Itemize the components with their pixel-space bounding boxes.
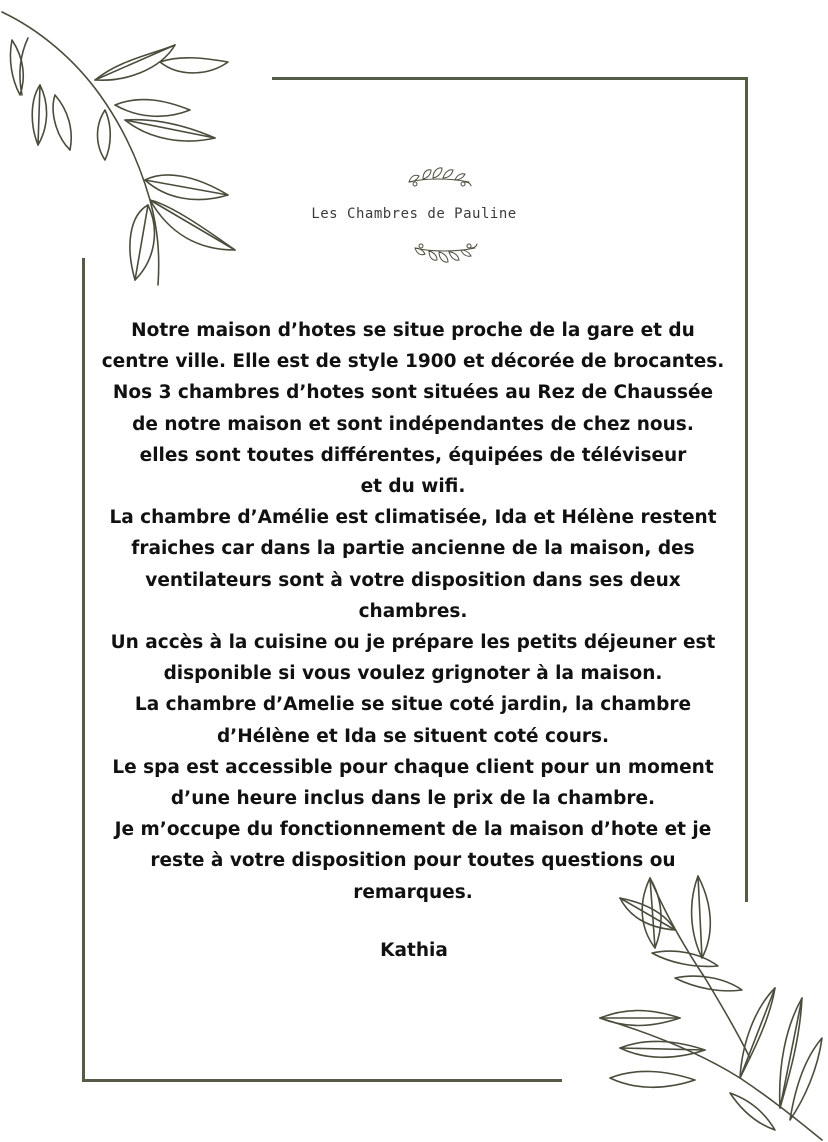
body-line: Je m’occupe du fonctionnement de la maison d’hote et je [114,819,712,841]
body-line: de notre maison et sont indépendantes de chez nous. [132,413,694,435]
laurel-ornament-icon [405,162,473,190]
body-line: ventilateurs sont à votre disposition dans ses deux [145,569,681,591]
body-line: Nos 3 chambres d’hotes sont situées au Rez de Chaussée [112,382,714,404]
signature: Kathia [380,940,448,961]
body-line: La chambre d’Amelie se situe coté jardin, la chambre [134,694,692,716]
brand-title: Les Chambres de Pauline [311,206,517,222]
body-line: centre ville. Elle est de style 1900 et décorée de brocantes. [101,351,725,373]
body-line: disponible si vous voulez grignoter à la maison. [163,663,663,685]
leaf-branch-icon [590,868,828,1142]
laurel-ornament-icon [411,240,479,268]
body-line: Notre maison d’hotes se situe proche de la gare et du [131,320,695,341]
body-line: La chambre d’Amélie est climatisée, Ida et Hélène restent [109,507,717,529]
letter-body [88,315,738,908]
body-line: remarques. [353,881,473,903]
body-line: elles sont toutes différentes, équipées de téléviseur [139,444,687,466]
frame-top-line [272,77,748,80]
body-line: Le spa est accessible pour chaque client pour un moment [112,756,714,778]
body-line: fraiches car dans la partie ancienne de la maison, des [131,538,695,560]
body-line: Un accès à la cuisine ou je prépare les petits déjeuner est [110,632,716,654]
leaf-branch-icon [0,0,250,295]
body-line: et du wifi. [360,476,466,498]
body-line: d’Hélène et Ida se situent coté cours. [216,725,610,747]
frame-bottom-line [82,1079,562,1082]
body-line: d’une heure inclus dans le prix de la chambre. [170,788,656,810]
frame-right-line [745,77,748,902]
body-line: chambres. [358,600,468,622]
body-line: reste à votre disposition pour toutes questions ou [150,850,676,872]
